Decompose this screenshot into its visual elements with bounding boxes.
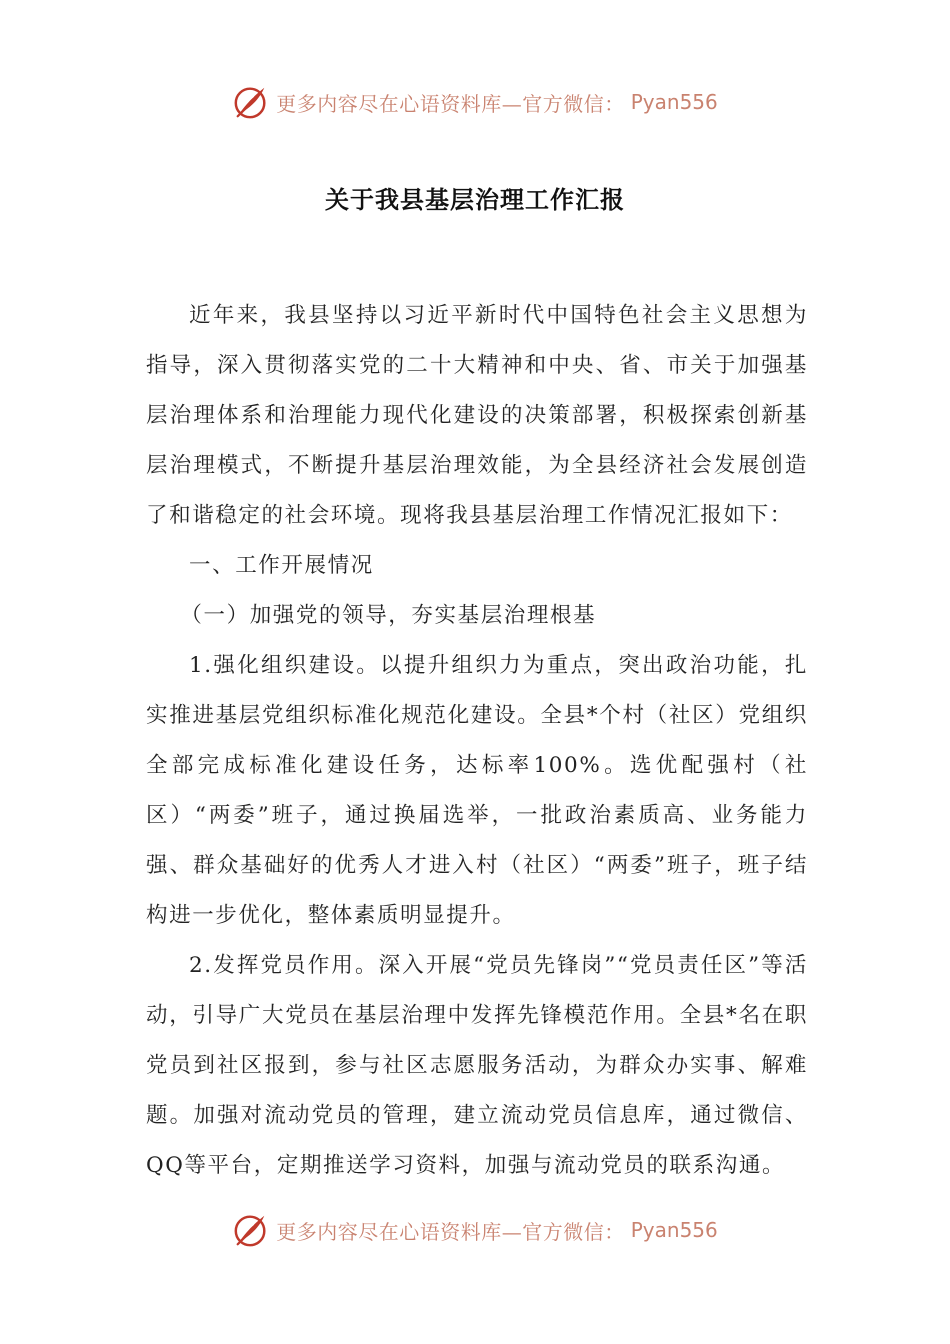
watermark-wechat-id: Pyan556	[630, 90, 718, 114]
intro-paragraph: 近年来，我县坚持以习近平新时代中国特色社会主义思想为指导，深入贯彻落实党的二十大精神和中央、省、市关于加强基层治理体系和治理能力现代化建设的决策部署，积极探索创新基层治理模式，不断提升基层治理效能，为全县经济社会发展创造了和谐稳定的社会环境。现将我县基层治理工作情况汇报如下：	[146, 303, 808, 528]
watermark-wechat-id: Pyan556	[630, 1218, 718, 1242]
watermark-text: 更多内容尽在心语资料库—官方微信：	[276, 91, 625, 116]
document-title: 关于我县基层治理工作汇报	[325, 185, 625, 214]
watermark-text: 更多内容尽在心语资料库—官方微信：	[276, 1219, 625, 1244]
subsection-heading: （一）加强党的领导，夯实基层治理根基	[180, 603, 597, 628]
document-body	[146, 291, 808, 1191]
watermark-top	[0, 80, 950, 124]
watermark-bottom	[0, 1208, 950, 1252]
section-heading: 一、工作开展情况	[189, 553, 374, 578]
body-paragraph-organization: 1.强化组织建设。以提升组织力为重点，突出政治功能，扎实推进基层党组织标准化规范化建设。全县*个村（社区）党组织全部完成标准化建设任务，达标率100%。选优配强村（社区）“两委”班子，通过换届选举，一批政治素质高、业务能力强、群众基础好的优秀人才进入村（社区）“两委”班子，班子结构进一步优化，整体素质明显提升。	[146, 653, 808, 928]
quill-logo-icon	[232, 1211, 270, 1249]
quill-logo-icon	[232, 83, 270, 121]
body-paragraph-party-members: 2.发挥党员作用。深入开展“党员先锋岗”“党员责任区”等活动，引导广大党员在基层治理中发挥先锋模范作用。全县*名在职党员到社区报到，参与社区志愿服务活动，为群众办实事、解难题。加强对流动党员的管理，建立流动党员信息库，通过微信、QQ等平台，定期推送学习资料，加强与流动党员的联系沟通。	[146, 953, 808, 1178]
